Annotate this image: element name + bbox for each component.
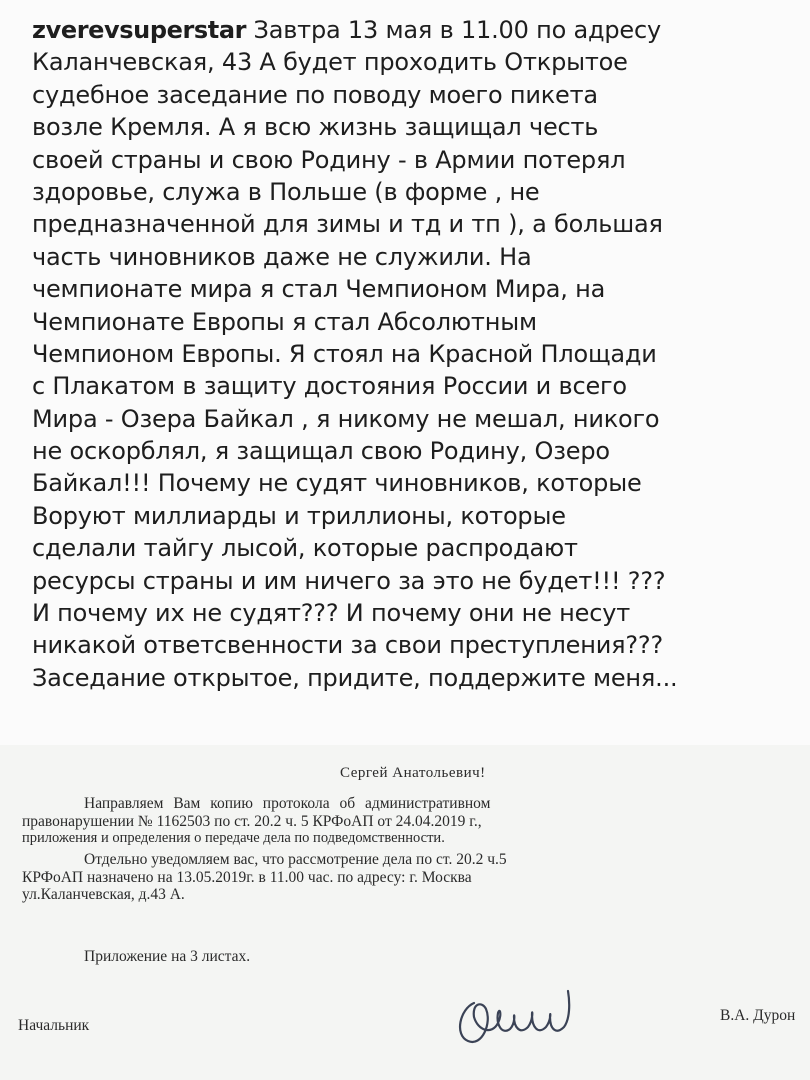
- post-line: Заседание открытое, придите, поддержите меня...: [32, 663, 678, 692]
- letter-chief-label: Начальник: [18, 1017, 90, 1034]
- letter-signer-name: В.А. Дурон: [720, 1007, 796, 1024]
- post-line: не оскорблял, я защищал свою Родину, Озеро: [32, 437, 610, 466]
- letter-line: Направляем Вам копию протокола об административном: [84, 795, 491, 812]
- post-line: Чемпионом Европы. Я стоял на Красной Площади: [32, 339, 657, 368]
- post-line: никакой ответсвенности за свои преступления???: [32, 631, 663, 660]
- letter-line: КРФоАП назначено на 13.05.2019г. в 11.00 час. по адресу: г. Москва: [22, 868, 472, 886]
- official-letter-photo: [0, 745, 810, 1080]
- post-line: чемпионате мира я стал Чемпионом Мира, на: [32, 275, 606, 304]
- post-line: И почему их не судят??? И почему они не несут: [32, 599, 630, 628]
- letter-attachment-note: Приложение на 3 листах.: [84, 948, 251, 965]
- post-line: здоровье, служа в Польше (в форме , не: [32, 177, 540, 206]
- post-line: своей страны и свою Родину - в Армии потерял: [32, 145, 626, 174]
- post-line: часть чиновников даже не служили. На: [32, 242, 532, 271]
- handwritten-signature: [452, 973, 602, 1053]
- post-line: ресурсы страны и им ничего за это не будет!!! ???: [32, 566, 666, 595]
- post-line: Воруют миллиарды и триллионы, которые: [32, 501, 566, 530]
- post-caption: [32, 14, 797, 694]
- post-line: zverevsuperstar Завтра 13 мая в 11.00 по адресу: [32, 16, 661, 44]
- post-line: Каланчевская, 43 А будет проходить Открытое: [32, 48, 628, 77]
- post-line: Мира - Озера Байкал , я никому не мешал, никого: [32, 404, 660, 433]
- post-line: сделали тайгу лысой, которые распродают: [32, 534, 578, 563]
- letter-salutation: Сергей Анатольевич!: [340, 765, 486, 781]
- username-link[interactable]: zverevsuperstar: [32, 16, 247, 44]
- post-line: Чемпионате Европы я стал Абсолютным: [32, 307, 537, 336]
- post-line: предназначенной для зимы и тд и тп ), а большая: [32, 210, 663, 239]
- post-line: Байкал!!! Почему не судят чиновников, которые: [32, 469, 642, 498]
- letter-line: Отдельно уведомляем вас, что рассмотрение дела по ст. 20.2 ч.5: [84, 851, 507, 868]
- letter-paragraph-1: [22, 795, 810, 848]
- letter-line: приложения и определения о передаче дела по подведомственности.: [22, 830, 445, 846]
- post-line: судебное заседание по поводу моего пикета: [32, 80, 598, 109]
- post-line: с Плакатом в защиту достояния России и всего: [32, 372, 627, 401]
- letter-line: правонарушении № 1162503 по ст. 20.2 ч. 5 КРФоАП от 24.04.2019 г.,: [22, 812, 482, 830]
- post-line: возле Кремля. А я всю жизнь защищал честь: [32, 113, 599, 142]
- letter-paragraph-2: [22, 851, 810, 904]
- letter-line: ул.Каланчевская, д.43 А.: [22, 886, 185, 903]
